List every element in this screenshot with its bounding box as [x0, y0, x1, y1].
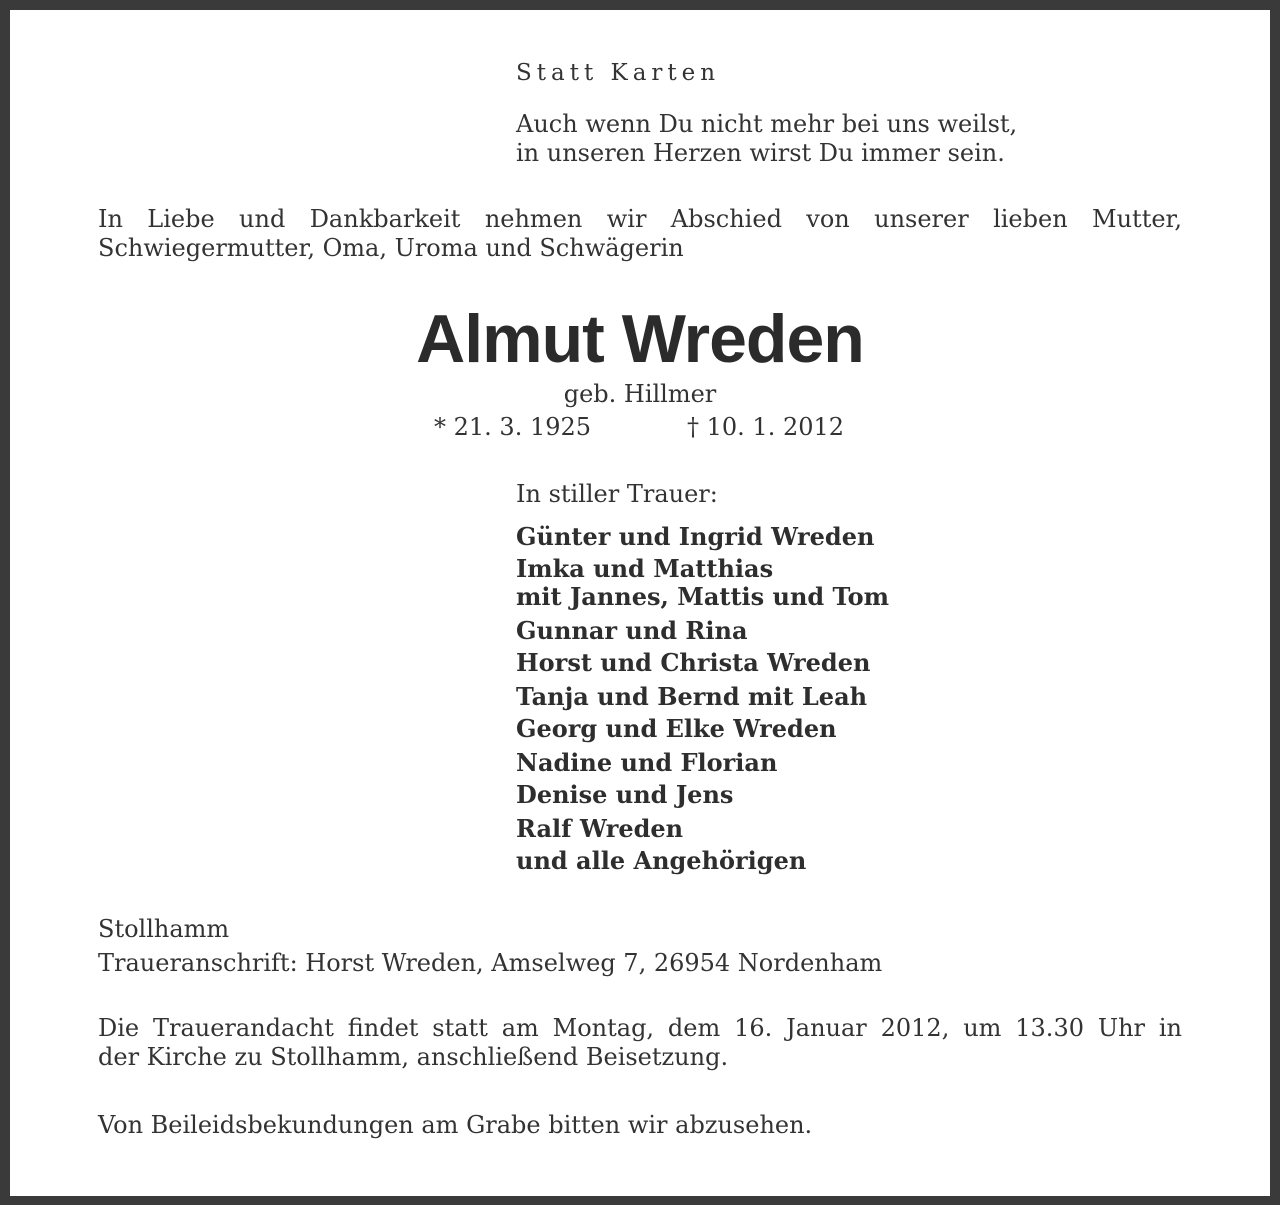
- family-entry: Tanja und Bernd mit Leah: [516, 682, 868, 711]
- intro-line: Schwiegermutter, Oma, Uroma und Schwägerin: [98, 234, 684, 262]
- family-entry: Imka und Matthias: [516, 554, 774, 583]
- family-entry: Gunnar und Rina: [516, 616, 748, 645]
- family-entry: Horst und Christa Wreden: [516, 648, 871, 677]
- intro-line: In Liebe und Dankbarkeit nehmen wir Abschied von unserer lieben Mutter,: [98, 205, 1182, 233]
- death-date: † 10. 1. 2012: [687, 413, 845, 441]
- place: Stollhamm: [98, 915, 230, 943]
- intro-text: [98, 205, 1182, 263]
- deceased-name: Almut Wreden: [416, 301, 864, 377]
- verse-line: in unseren Herzen wirst Du immer sein.: [516, 139, 1005, 167]
- family-entry: Ralf Wreden: [516, 814, 684, 843]
- verse: [516, 110, 1017, 168]
- verse-line: Auch wenn Du nicht mehr bei uns weilst,: [516, 110, 1018, 138]
- family-entry: und alle Angehörigen: [516, 846, 807, 875]
- family-entry: Günter und Ingrid Wreden: [516, 522, 875, 551]
- born-name: geb. Hillmer: [563, 380, 717, 408]
- birth-date: * 21. 3. 1925: [434, 413, 592, 441]
- header-statt-karten: Statt Karten: [516, 60, 721, 86]
- family-entry: Georg und Elke Wreden: [516, 714, 837, 743]
- family-entry: mit Jannes, Mattis und Tom: [516, 582, 890, 611]
- service-info: [98, 1014, 1182, 1072]
- mourning-address: Traueranschrift: Horst Wreden, Amselweg 7, 26954 Nordenham: [98, 949, 883, 977]
- mourning-label: In stiller Trauer:: [516, 480, 718, 508]
- family-entry: Denise und Jens: [516, 780, 734, 809]
- closing-note: Von Beileidsbekundungen am Grabe bitten wir abzusehen.: [98, 1111, 813, 1139]
- service-line: der Kirche zu Stollhamm, anschließend Beisetzung.: [98, 1043, 729, 1071]
- service-line: Die Trauerandacht findet statt am Montag, dem 16. Januar 2012, um 13.30 Uhr in: [98, 1014, 1182, 1042]
- family-entry: Nadine und Florian: [516, 748, 778, 777]
